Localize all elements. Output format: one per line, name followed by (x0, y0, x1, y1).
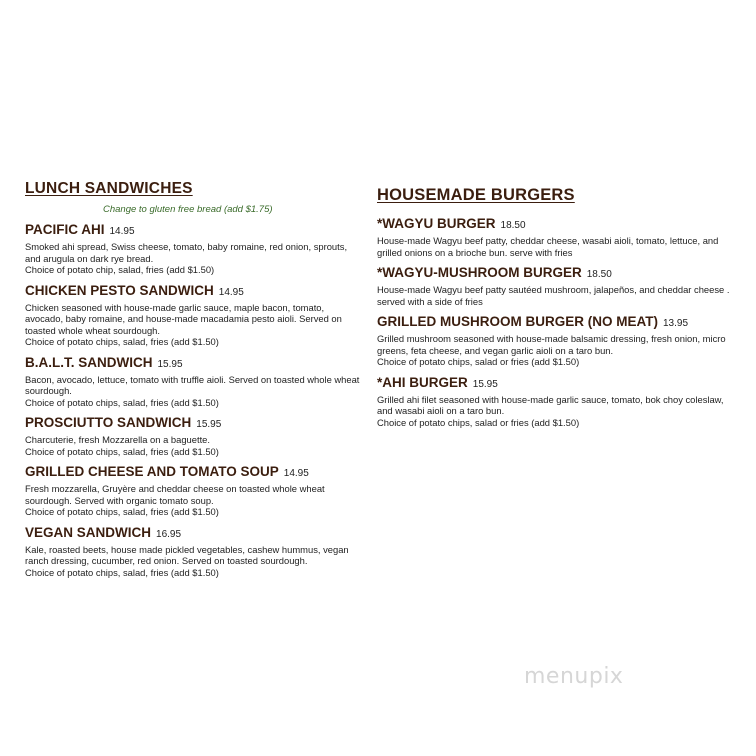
item-name: CHICKEN PESTO SANDWICH (25, 282, 214, 298)
item-price: 18.50 (586, 269, 612, 280)
item-name: PROSCIUTTO SANDWICH (25, 415, 192, 430)
menu-item-pacific-ahi (25, 221, 361, 276)
item-description: Chicken seasoned with house-made garlic sauce, maple bacon, tomato, avocado, baby romaine, and house-made macadamia pesto aioli. Served on toasted whole wheat sourdough. (25, 301, 342, 336)
menu-item-grilled-mushroom-burger (377, 313, 737, 368)
item-side-choice: Choice of potato chips, salad or fries (add $1.50) (377, 356, 580, 367)
item-side-choice: Choice of potato chips, salad, fries (add $1.50) (25, 396, 219, 408)
menu-item-ahi-burger (377, 374, 737, 429)
item-name: GRILLED CHEESE AND TOMATO SOUP (25, 464, 279, 479)
menu-item-vegan-sandwich (25, 524, 361, 579)
lunch-sandwiches-title: LUNCH SANDWICHES (25, 180, 193, 197)
item-price: 16.95 (156, 528, 182, 540)
item-name: *WAGYU BURGER (377, 216, 496, 231)
item-name: *WAGYU-MUSHROOM BURGER (377, 265, 582, 280)
item-description: House-made Wagyu beef patty sautéed mushroom, jalapeños, and cheddar cheese . served with a side of fries (377, 284, 730, 307)
menu-item-grilled-cheese-tomato-soup (25, 463, 361, 518)
item-description: Fresh mozzarella, Gruyère and cheddar cheese on toasted whole wheat sourdough. Served with organic tomato soup. (25, 483, 325, 506)
item-price: 14.95 (109, 226, 135, 237)
menupix-watermark: menupix (524, 664, 624, 689)
item-name: GRILLED MUSHROOM BURGER (NO MEAT) (377, 314, 658, 329)
item-description: Grilled mushroom seasoned with house-made balsamic dressing, fresh onion, micro greens, feta cheese, and vegan garlic aioli on a taro bun. (377, 333, 726, 356)
menu-item-chicken-pesto-sandwich (25, 282, 361, 348)
lunch-sandwiches-section (25, 180, 361, 578)
item-price: 14.95 (283, 468, 309, 479)
item-description: Kale, roasted beets, house made pickled vegetables, cashew hummus, vegan ranch dressing, cucumber, red onion. Served on toasted sourdough. (25, 543, 349, 566)
item-description: Grilled ahi filet seasoned with house-made garlic sauce, tomato, bok choy coleslaw, and wasabi aioli on a taro bun. (377, 393, 724, 416)
item-side-choice: Choice of potato chips, salad, fries (add $1.50) (25, 566, 219, 578)
item-description: Smoked ahi spread, Swiss cheese, tomato, baby romaine, red onion, sprouts, and arugula on dark rye bread. (25, 241, 348, 264)
item-side-choice: Choice of potato chips, salad, fries (add $1.50) (25, 445, 219, 457)
item-side-choice: Choice of potato chips, salad, fries (add $1.50) (25, 336, 219, 347)
item-name: PACIFIC AHI (25, 222, 105, 237)
item-name: VEGAN SANDWICH (25, 524, 152, 540)
item-price: 15.95 (157, 358, 183, 370)
item-price: 18.50 (500, 220, 526, 231)
item-name: B.A.L.T. SANDWICH (25, 354, 153, 370)
item-price: 14.95 (218, 286, 244, 298)
item-price: 15.95 (196, 419, 222, 430)
housemade-burgers-title: HOUSEMADE BURGERS (377, 186, 575, 204)
housemade-burgers-section (377, 186, 737, 428)
item-description: House-made Wagyu beef patty, cheddar cheese, wasabi aioli, tomato, lettuce, and grilled onions on a brioche bun. serve with fries (377, 235, 719, 258)
item-side-choice: Choice of potato chip, salad, fries (add $1.50) (25, 264, 215, 275)
item-description: Bacon, avocado, lettuce, tomato with truffle aioli. Served on toasted whole wheat sourdough. (25, 373, 360, 396)
item-price: 15.95 (472, 378, 498, 390)
menu-item-wagyu-mushroom-burger (377, 264, 737, 307)
menu-item-wagyu-burger (377, 215, 737, 258)
item-description: Charcuterie, fresh Mozzarella on a baguette. (25, 434, 210, 445)
menu-item-prosciutto-sandwich (25, 414, 361, 457)
item-side-choice: Choice of potato chips, salad, fries (add $1.50) (25, 506, 219, 517)
item-price: 13.95 (662, 318, 689, 329)
item-side-choice: Choice of potato chips, salad or fries (add $1.50) (377, 416, 580, 428)
item-name: *AHI BURGER (377, 374, 468, 390)
menu-item-balt-sandwich (25, 354, 361, 409)
gluten-free-note: Change to gluten free bread (add $1.75) (103, 204, 273, 215)
